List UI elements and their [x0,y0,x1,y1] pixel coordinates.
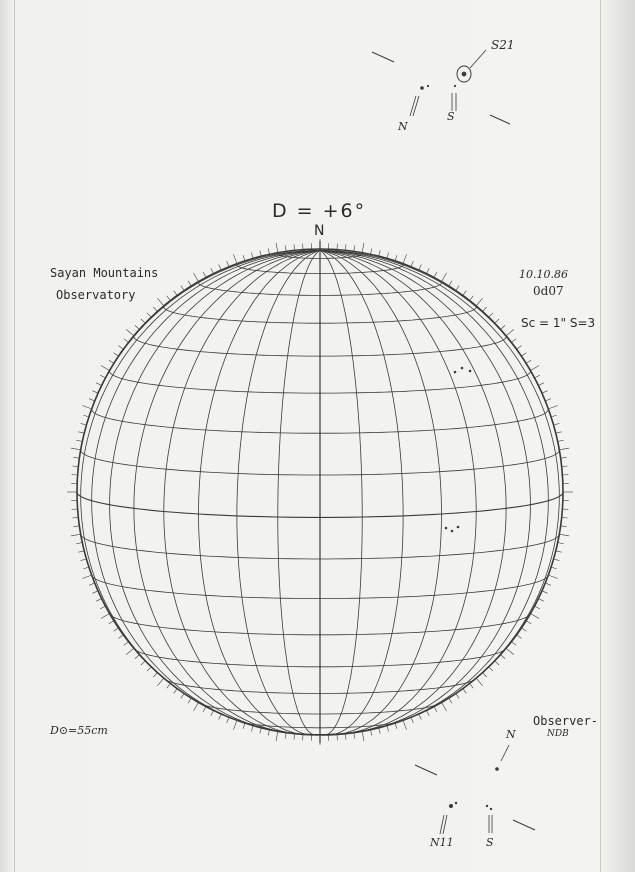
limb-tick [194,273,199,282]
bottom-orientation-line [513,820,535,830]
limb-tick [395,723,397,729]
limb-tick [285,733,286,739]
bottom-north-label: N [506,728,516,741]
limb-tick [526,621,531,624]
disk-diameter: D⊙=55cm [50,724,108,737]
limb-tick [260,728,261,734]
limb-tick [126,648,134,654]
limb-tick [403,254,406,263]
limb-tick [548,575,557,578]
bottom-group-arrow [440,815,447,834]
limb-tick [403,720,406,729]
top-spot [427,85,429,87]
limb-tick [71,534,81,536]
limb-tick [542,391,548,394]
limb-tick [188,698,191,703]
limb-tick [83,567,89,569]
sunspot-dot [445,527,448,530]
limb-tick [559,534,569,536]
limb-tick [76,543,82,544]
limb-tick [542,591,548,594]
limb-tick [362,243,364,253]
limb-tick [72,466,78,467]
limb-tick [157,678,163,686]
observer-label: Observer- [533,714,599,728]
limb-tick [463,291,467,296]
limb-tick [554,559,560,561]
limb-tick [442,273,447,282]
limb-tick [157,298,163,306]
limb-tick [153,673,157,677]
limb-tick [530,366,539,371]
limb-tick [538,383,543,386]
limb-tick [147,667,151,671]
top-spot [420,86,424,90]
bottom-spot [486,805,488,807]
solar-disk-grid [77,241,563,743]
limb-tick [379,250,380,256]
limb-tick [109,360,114,363]
limb-tick [476,678,482,686]
sunspot-dot [451,530,454,533]
bottom-south-arrow [489,815,492,833]
limb-tick [483,673,487,677]
longitude-line [77,250,320,492]
limb-tick [227,261,229,267]
limb-tick [522,353,527,356]
limb-tick [81,423,87,425]
bottom-spot [490,808,492,810]
top-south-arrow [452,93,456,111]
bottom-spot [449,804,453,808]
seeing-conditions: Sc = 1" S=3 [521,316,596,330]
limb-tick [135,325,139,329]
limb-tick [506,648,514,654]
top-orientation-line [372,52,394,62]
bottom-spot [455,802,457,804]
limb-tick [371,730,372,736]
limb-tick [556,551,562,552]
limb-tick [81,559,87,561]
bottom-group-label: N11 [430,836,454,849]
limb-tick [395,255,397,261]
limb-tick [89,583,95,585]
limb-tick [559,448,569,450]
limb-tick [449,698,452,703]
limb-tick [554,423,560,425]
limb-tick [96,383,101,386]
limb-tick [72,517,78,518]
top-group-label: S21 [491,38,515,52]
observation-time: 0d07 [533,284,564,298]
limb-tick [434,272,437,277]
limb-tick [362,731,364,741]
limb-tick [371,248,372,254]
limb-tick [100,606,105,609]
observation-date: 10.10.86 [519,268,568,281]
limb-tick [135,655,139,659]
limb-tick [558,440,564,441]
latitude-title: D = +6° [272,200,367,222]
limb-tick [268,248,269,254]
limb-tick [101,366,110,371]
limb-tick [167,684,171,689]
bottom-north-arrow [501,745,509,761]
observer-name: NDB [547,729,569,739]
limb-tick [294,734,295,740]
bottom-spot [495,767,499,771]
limb-tick [558,543,564,544]
limb-tick [483,307,487,311]
limb-tick [100,375,105,378]
limb-tick [470,296,474,301]
limb-tick [501,655,505,659]
limb-tick [73,526,79,527]
limb-tick [456,286,459,291]
limb-tick [562,517,568,518]
limb-tick [548,406,557,409]
limb-tick [203,272,206,277]
longitude-line [110,250,320,731]
limb-tick [419,714,422,720]
observatory-label: Observatory [56,288,136,302]
limb-tick [512,642,517,646]
limb-tick [345,734,346,740]
limb-tick [387,726,389,732]
sunspot-dot [454,371,457,374]
longitude-line [320,250,563,492]
limb-tick [411,717,413,723]
limb-tick [114,628,119,631]
limb-tick [78,551,84,552]
limb-tick [535,375,540,378]
limb-tick [427,268,430,273]
limb-tick [551,567,557,569]
limb-tick [561,457,567,458]
top-umbra [462,72,467,77]
limb-tick [251,726,253,732]
limb-tick [114,353,119,356]
limb-tick [89,399,95,401]
longitude-line [320,250,530,731]
limb-tick [147,313,151,317]
limb-tick [71,448,81,450]
limb-tick [463,689,467,694]
limb-tick [387,253,389,259]
limb-tick [124,339,129,343]
limb-tick [82,575,91,578]
top-leader-line [470,50,486,68]
limb-tick [243,255,245,261]
limb-tick [545,583,551,585]
limb-tick [526,360,531,363]
limb-tick [174,689,178,694]
limb-tick [126,329,134,335]
sunspot-sketches [372,50,535,834]
limb-tick [83,415,89,417]
sunspot-dot [469,370,472,373]
limb-tick [181,286,184,291]
limb-tick [517,635,522,639]
limb-tick [501,325,505,329]
limb-tick [489,667,493,671]
limb-tick [93,391,99,394]
limb-tick [434,707,437,712]
limb-tick [285,245,286,251]
limb-tick [538,599,543,602]
top-orientation-line [490,115,510,124]
limb-tick [141,661,145,665]
limb-tick [96,599,101,602]
top-spot [454,85,456,87]
limb-tick [411,261,413,267]
limb-tick [188,281,191,286]
sunspot-dot [457,526,460,529]
limb-tick [194,702,199,711]
limb-tick [227,717,229,723]
limb-tick [495,319,499,323]
bottom-orientation-line [415,765,437,775]
limb-tick [268,730,269,736]
limb-tick [449,281,452,286]
top-north-arrow [410,96,419,116]
limb-tick [73,457,79,458]
observatory-name: Sayan Mountains [50,266,159,280]
limb-tick [153,307,157,311]
limb-tick [234,720,237,729]
limb-tick [93,591,99,594]
top-south-label: S [447,110,455,123]
limb-tick [109,621,114,624]
top-north-label: N [398,120,408,133]
limb-tick [181,694,184,699]
limb-tick [489,313,493,317]
limb-tick [345,244,346,250]
north-pole-label: N [314,223,325,239]
limb-tick [535,606,540,609]
limb-tick [506,329,514,335]
limb-tick [354,733,355,739]
limb-tick [294,244,295,250]
limb-tick [211,710,214,715]
limb-tick [470,684,474,689]
limb-tick [234,254,237,263]
limb-tick [442,702,447,711]
limb-tick [495,661,499,665]
limb-tick [276,243,278,253]
limb-tick [476,298,482,306]
limb-tick [512,339,517,343]
limb-tick [119,635,124,639]
limb-tick [119,346,124,350]
limb-tick [219,714,222,720]
limb-tick [78,432,84,433]
limb-tick [545,399,551,401]
limb-tick [517,346,522,350]
limb-tick [124,642,129,646]
limb-tick [174,291,178,296]
limb-tick [243,723,245,729]
limb-tick [101,614,110,619]
limb-tick [522,628,527,631]
limb-tick [530,614,539,619]
limb-tick [419,265,422,271]
limb-tick [211,268,214,273]
limb-tick [456,694,459,699]
limb-tick [251,253,253,259]
limb-tick [76,440,82,441]
limb-tick [260,250,261,256]
bottom-south-label: S [486,836,494,849]
limb-tick [556,432,562,433]
limb-tick [354,245,355,251]
sunspot-dot [461,367,464,370]
limb-tick [82,406,91,409]
limb-tick [141,319,145,323]
limb-tick [427,710,430,715]
limb-tick [551,415,557,417]
limb-tick [379,728,380,734]
limb-tick [276,731,278,741]
limb-tick [203,707,206,712]
limb-tick [219,265,222,271]
limb-tick [167,296,171,301]
limb-tick [562,466,568,467]
limb-tick [561,526,567,527]
